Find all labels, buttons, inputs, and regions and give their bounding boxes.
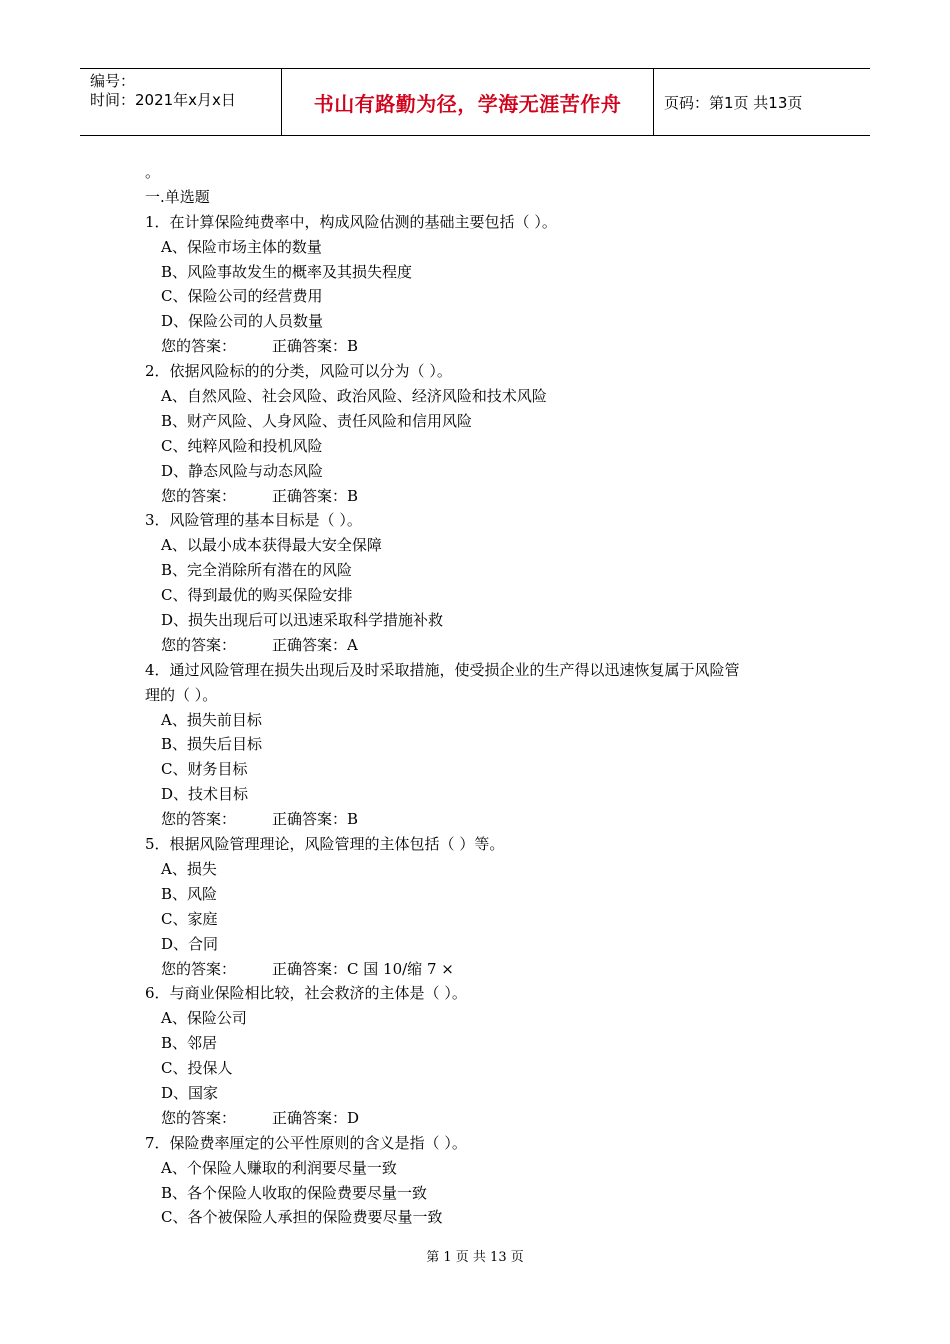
question-option: A、自然风险、社会风险、政治风险、经济风险和技术风险 xyxy=(161,387,547,406)
question-option: D、保险公司的人员数量 xyxy=(161,312,324,331)
page-header xyxy=(80,68,870,136)
header-page-info: 页码：第1页 共13页 xyxy=(664,93,803,112)
answer-line xyxy=(145,957,815,982)
your-answer-label: 您的答案： xyxy=(161,959,237,978)
correct-answer: 正确答案：B xyxy=(272,486,359,505)
question-title: 2．依据风险标的的分类，风险可以分为（ ）。 xyxy=(145,362,452,381)
question-option: C、家庭 xyxy=(161,909,218,928)
your-answer-label: 您的答案： xyxy=(161,810,237,829)
question-option: B、财产风险、人身风险、责任风险和信用风险 xyxy=(161,411,473,430)
question-option: A、损失 xyxy=(161,859,217,878)
correct-answer: 正确答案：B xyxy=(272,810,359,829)
question-title: 3．风险管理的基本目标是（ ）。 xyxy=(145,511,362,530)
question-option: B、各个保险人收取的保险费要尽量一致 xyxy=(161,1183,428,1202)
question-option: B、风险 xyxy=(161,884,218,903)
answer-line xyxy=(145,1106,815,1131)
question-option: A、保险市场主体的数量 xyxy=(161,237,322,256)
header-meta xyxy=(80,69,282,135)
correct-answer: 正确答案：A xyxy=(272,635,358,654)
your-answer-label: 您的答案： xyxy=(161,486,237,505)
your-answer-label: 您的答案： xyxy=(161,337,237,356)
question-option: C、得到最优的购买保险安排 xyxy=(161,586,353,605)
question-option: D、国家 xyxy=(161,1083,219,1102)
question-option: A、个保险人赚取的利润要尽量一致 xyxy=(161,1158,397,1177)
question-option: C、保险公司的经营费用 xyxy=(161,287,323,306)
question-title-continued: 理的（ ）。 xyxy=(145,685,218,704)
document-number-label: 编号： xyxy=(90,72,136,90)
question-option: B、邻居 xyxy=(161,1034,218,1053)
correct-answer: 正确答案：D xyxy=(272,1108,360,1127)
question-title: 7．保险费率厘定的公平性原则的含义是指（ ）。 xyxy=(145,1133,467,1152)
question-title: 5．根据风险管理理论，风险管理的主体包括（ ）等。 xyxy=(145,835,505,854)
question-option: A、损失前目标 xyxy=(161,710,262,729)
page-footer: 第 1 页 共 13 页 xyxy=(426,1250,524,1265)
answer-line xyxy=(145,807,815,832)
your-answer-label: 您的答案： xyxy=(161,635,237,654)
question-option: A、以最小成本获得最大安全保障 xyxy=(161,536,382,555)
header-motto: 书山有路勤为径，学海无涯苦作舟 xyxy=(282,69,654,135)
question-option: C、纯粹风险和投机风险 xyxy=(161,436,323,455)
question-option: C、各个被保险人承担的保险费要尽量一致 xyxy=(161,1208,443,1227)
question-option: D、损失出现后可以迅速采取科学措施补救 xyxy=(161,611,444,630)
question-option: D、合同 xyxy=(161,934,219,953)
question-title: 1．在计算保险纯费率中，构成风险估测的基础主要包括（ ）。 xyxy=(145,212,557,231)
question-option: B、完全消除所有潜在的风险 xyxy=(161,561,353,580)
question-option: C、财务目标 xyxy=(161,760,248,779)
question-title: 6．与商业保险相比较，社会救济的主体是（ ）。 xyxy=(145,984,467,1003)
question-option: D、静态风险与动态风险 xyxy=(161,461,324,480)
question-title: 4．通过风险管理在损失出现后及时采取措施，使受损企业的生产得以迅速恢复属于风险管 xyxy=(145,660,740,679)
your-answer-label: 您的答案： xyxy=(161,1108,237,1127)
document-body xyxy=(145,160,815,1230)
question-option: D、技术目标 xyxy=(161,785,249,804)
question-option: B、风险事故发生的概率及其损失程度 xyxy=(161,262,413,281)
question-option: A、保险公司 xyxy=(161,1009,247,1028)
correct-answer: 正确答案：C 国 10/缩 7 × xyxy=(272,959,454,978)
question-option: B、损失后目标 xyxy=(161,735,263,754)
intro-mark: 。 xyxy=(145,163,161,181)
question-option: C、投保人 xyxy=(161,1059,233,1078)
answer-line xyxy=(145,633,815,658)
answer-line xyxy=(145,334,815,359)
correct-answer: 正确答案：B xyxy=(272,337,359,356)
section-title: 一.单选题 xyxy=(145,187,210,206)
document-time-label: 时间：2021年x月x日 xyxy=(90,91,236,109)
answer-line xyxy=(145,484,815,509)
